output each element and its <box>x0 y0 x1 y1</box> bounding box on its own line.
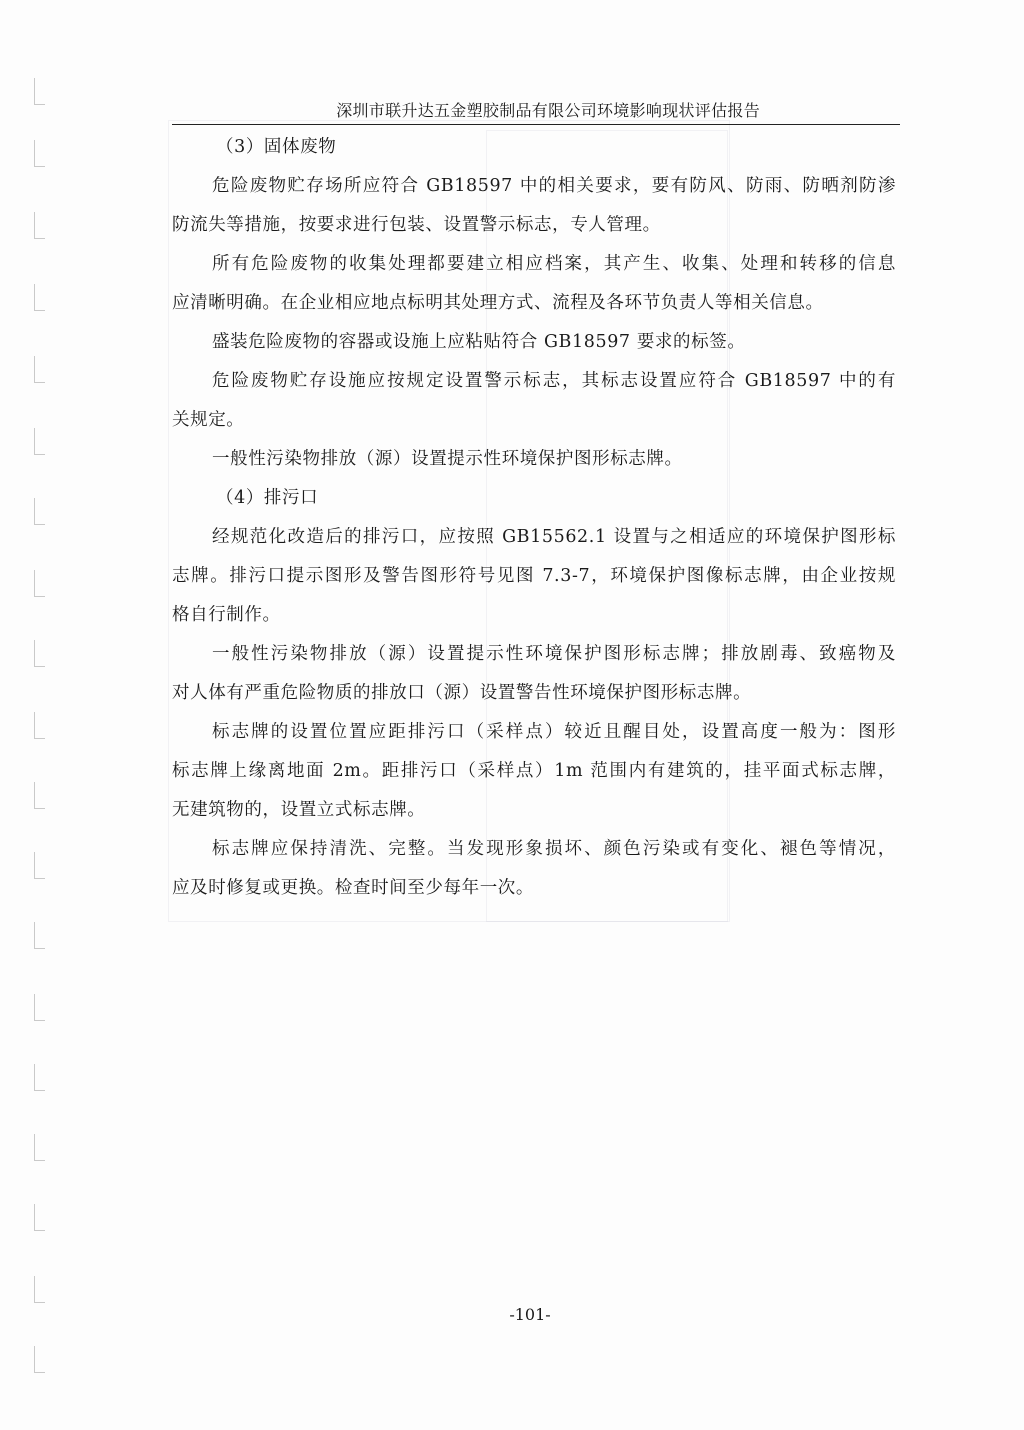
paragraph-line: 格自行制作。 <box>172 605 281 625</box>
paragraph-line: 经规范化改造后的排污口，应按照 GB15562.1 设置与之相适应的环境保护图形标 <box>212 527 896 547</box>
binding-holes <box>28 0 48 1430</box>
binding-hole <box>34 284 45 311</box>
paragraph-line: 防流失等措施，按要求进行包装、设置警示标志，专人管理。 <box>172 215 661 235</box>
paragraph-line: 标志牌上缘离地面 2m。距排污口（采样点）1m 范围内有建筑的，挂平面式标志牌， <box>172 761 896 781</box>
binding-hole <box>34 78 45 105</box>
binding-hole <box>34 570 45 597</box>
paragraph-line: 危险废物贮存场所应符合 GB18597 中的相关要求，要有防风、防雨、防晒剂防渗 <box>212 176 896 196</box>
section-heading: （3）固体废物 <box>216 137 337 157</box>
page-number: -101- <box>509 1305 551 1324</box>
binding-hole <box>34 428 45 455</box>
binding-hole <box>34 782 45 809</box>
paragraph-line: 危险废物贮存设施应按规定设置警示标志，其标志设置应符合 GB18597 中的有 <box>212 371 896 391</box>
paragraph-line: 关规定。 <box>172 410 245 430</box>
binding-hole <box>34 140 45 167</box>
binding-hole <box>34 1134 45 1161</box>
paragraph-line: 所有危险废物的收集处理都要建立相应档案，其产生、收集、处理和转移的信息 <box>212 254 896 274</box>
paragraph-line: 应清晰明确。在企业相应地点标明其处理方式、流程及各环节负责人等相关信息。 <box>172 293 824 313</box>
binding-hole <box>34 1204 45 1231</box>
paragraph-line: 一般性污染物排放（源）设置提示性环境保护图形标志牌；排放剧毒、致癌物及 <box>212 644 896 664</box>
binding-hole <box>34 356 45 383</box>
paragraph-line: 标志牌的设置位置应距排污口（采样点）较近且醒目处，设置高度一般为：图形 <box>212 722 896 742</box>
header-title: 深圳市联升达五金塑胶制品有限公司环境影响现状评估报告 <box>336 101 760 120</box>
body-text <box>172 128 896 908</box>
paragraph-line: 志牌。排污口提示图形及警告图形符号见图 7.3-7，环境保护图像标志牌，由企业按规 <box>172 566 896 586</box>
paragraph-line: 标志牌应保持清洗、完整。当发现形象损坏、颜色污染或有变化、褪色等情况， <box>212 839 896 859</box>
binding-hole <box>34 1276 45 1303</box>
paragraph-line: 应及时修复或更换。检查时间至少每年一次。 <box>172 878 534 898</box>
binding-hole <box>34 212 45 239</box>
paragraph-line: 盛装危险废物的容器或设施上应粘贴符合 GB18597 要求的标签。 <box>212 332 746 352</box>
binding-hole <box>34 640 45 667</box>
binding-hole <box>34 852 45 879</box>
section-heading: （4）排污口 <box>216 488 319 508</box>
binding-hole <box>34 1346 45 1373</box>
binding-hole <box>34 498 45 525</box>
binding-hole <box>34 922 45 949</box>
paragraph-line: 无建筑物的，设置立式标志牌。 <box>172 800 426 820</box>
paragraph-line: 一般性污染物排放（源）设置提示性环境保护图形标志牌。 <box>212 449 683 469</box>
page-header <box>172 96 900 125</box>
paragraph-line: 对人体有严重危险物质的排放口（源）设置警告性环境保护图形标志牌。 <box>172 683 752 703</box>
binding-hole <box>34 994 45 1021</box>
binding-hole <box>34 712 45 739</box>
binding-hole <box>34 1064 45 1091</box>
